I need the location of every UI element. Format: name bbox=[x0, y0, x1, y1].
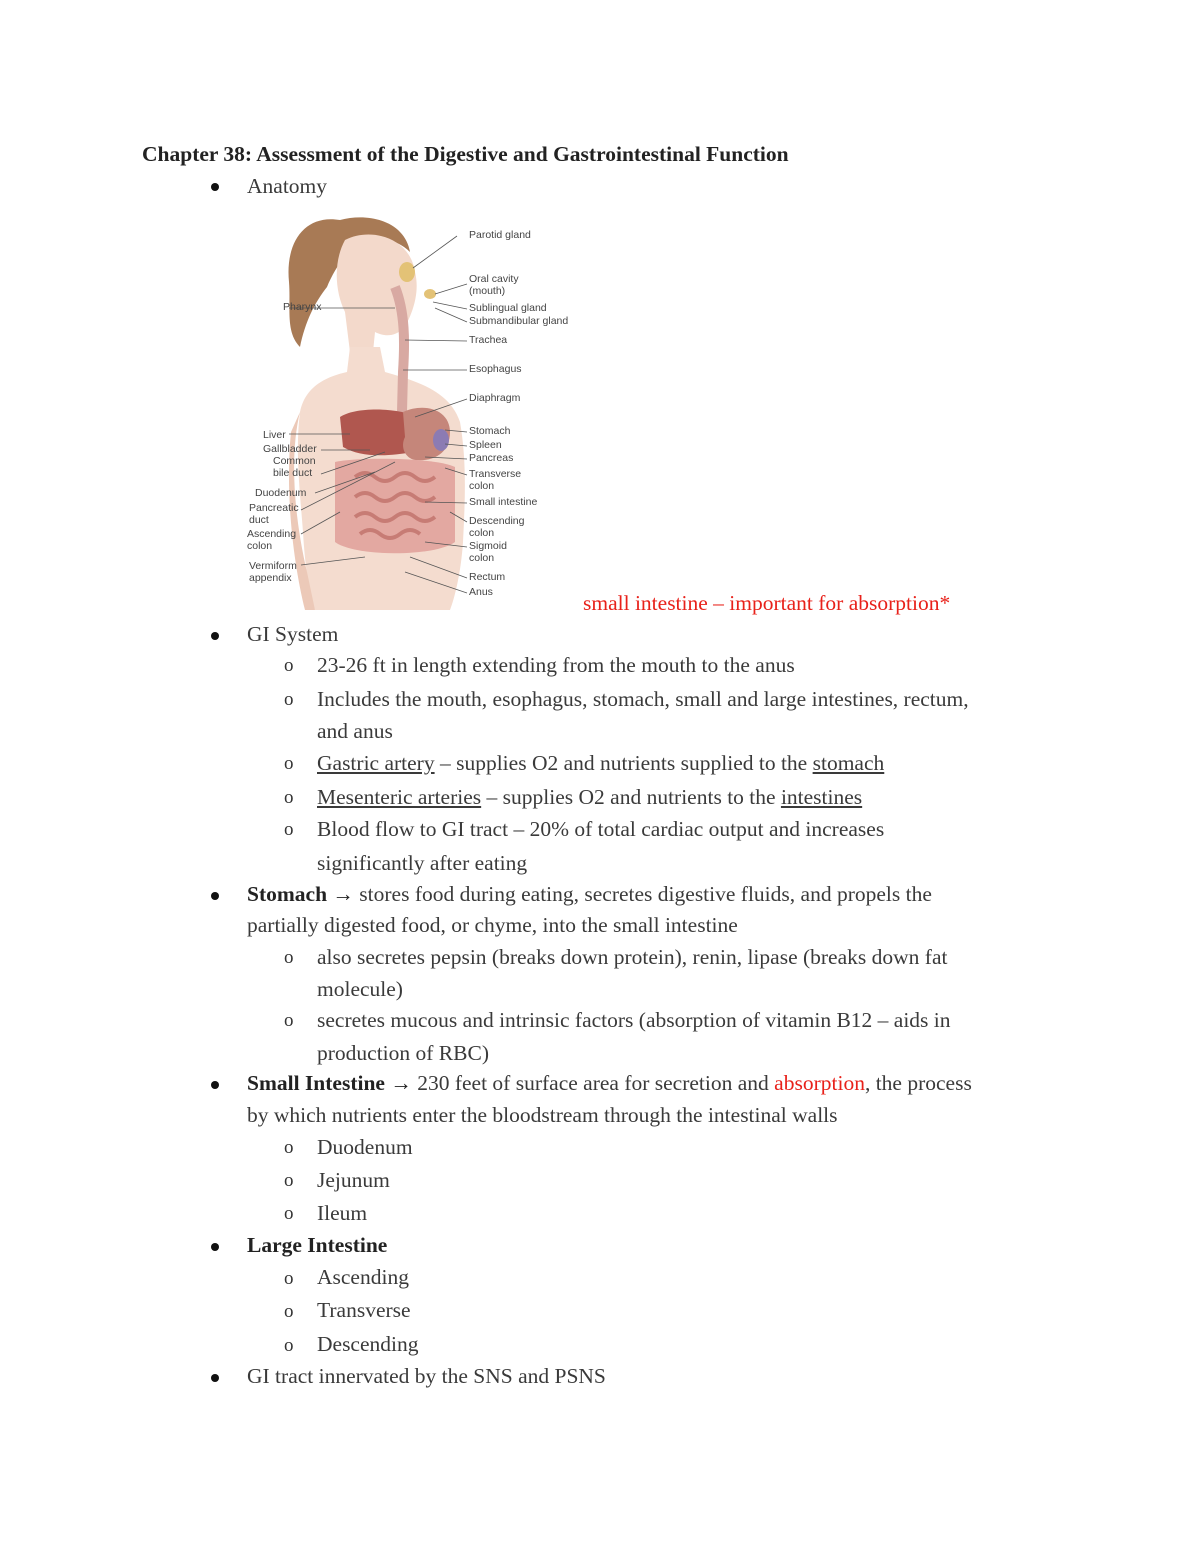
figure-label: Submandibular gland bbox=[469, 315, 569, 327]
sub-bullet: o bbox=[284, 689, 294, 710]
figure-label: bile duct bbox=[273, 467, 313, 479]
absorption-word: absorption bbox=[774, 1071, 865, 1095]
li-part: Transverse bbox=[317, 1298, 411, 1322]
figure-label: Stomach bbox=[469, 425, 511, 437]
large-intestine-line bbox=[247, 1233, 387, 1258]
figure-label: Rectum bbox=[469, 571, 506, 583]
bullet bbox=[211, 632, 219, 640]
figure-label: Pancreatic bbox=[249, 502, 299, 514]
sub-bullet: o bbox=[284, 1203, 294, 1224]
figure-label: Diaphragm bbox=[469, 392, 521, 404]
figure-label: Liver bbox=[263, 429, 286, 441]
absorption-note: small intestine – important for absorption* bbox=[583, 591, 951, 615]
pepsin-cont: molecule) bbox=[317, 977, 403, 1001]
li-part: Ascending bbox=[317, 1265, 409, 1289]
figure-label: Duodenum bbox=[255, 487, 307, 499]
sub-bullet: o bbox=[284, 787, 294, 808]
digestive-system-figure bbox=[245, 212, 590, 610]
bullet bbox=[211, 1081, 219, 1089]
figure-label: (mouth) bbox=[469, 285, 506, 297]
bullet bbox=[211, 1374, 219, 1382]
figure-label: colon bbox=[469, 527, 495, 539]
stomach-heading: Stomach bbox=[247, 882, 328, 906]
figure-label: Spleen bbox=[469, 439, 502, 451]
small-intestine-line bbox=[247, 1071, 972, 1096]
figure-label: colon bbox=[469, 552, 495, 564]
figure-label: Transverse bbox=[469, 468, 522, 480]
sub-bullet: o bbox=[284, 819, 294, 840]
figure-label: Descending bbox=[469, 515, 525, 527]
figure-label: Anus bbox=[469, 586, 493, 598]
si-desc: 230 feet of surface area for secretion and bbox=[411, 1071, 775, 1095]
figure-label: Common bbox=[273, 455, 316, 467]
sub-bullet: o bbox=[284, 1268, 294, 1289]
sub-bullet: o bbox=[284, 1137, 294, 1158]
gi-includes: Includes the mouth, esophagus, stomach, small and large intestines, rectum, bbox=[317, 687, 969, 711]
mesenteric-desc: – supplies O2 and nutrients to the bbox=[481, 785, 781, 809]
figure-label: Pancreas bbox=[469, 452, 514, 464]
si-part: Duodenum bbox=[317, 1135, 413, 1159]
sub-bullet: o bbox=[284, 947, 294, 968]
figure-label: colon bbox=[247, 540, 273, 552]
sub-bullet: o bbox=[284, 1170, 294, 1191]
figure-label: Ascending bbox=[247, 528, 297, 540]
gastric-artery-term: Gastric artery bbox=[317, 751, 435, 775]
stomach-line bbox=[247, 882, 932, 907]
anatomy-heading: Anatomy bbox=[247, 174, 328, 198]
arrow-icon: → bbox=[332, 882, 354, 906]
figure-label: Small intestine bbox=[469, 496, 538, 508]
sub-bullet: o bbox=[284, 753, 294, 774]
figure-label: appendix bbox=[249, 572, 292, 584]
small-intestine-heading: Small Intestine bbox=[247, 1071, 385, 1095]
bullet bbox=[211, 892, 219, 900]
figure-label: duct bbox=[249, 514, 269, 526]
blood-flow-cont: significantly after eating bbox=[317, 851, 528, 875]
stomach-term: stomach bbox=[812, 751, 885, 775]
figure-label: Parotid gland bbox=[469, 229, 531, 241]
gastric-artery-desc: – supplies O2 and nutrients supplied to the bbox=[434, 751, 813, 775]
figure-label: Sigmoid bbox=[469, 540, 507, 552]
figure-label: colon bbox=[469, 480, 495, 492]
figure-label: Gallbladder bbox=[263, 443, 317, 455]
gi-length: 23-26 ft in length extending from the mouth to the anus bbox=[317, 653, 795, 677]
innervation: GI tract innervated by the SNS and PSNS bbox=[247, 1364, 606, 1388]
si-desc-cont: by which nutrients enter the bloodstream through the intestinal walls bbox=[247, 1103, 838, 1127]
figure-label: Pharynx bbox=[283, 301, 322, 313]
sub-bullet: o bbox=[284, 1010, 294, 1031]
bullet bbox=[211, 183, 219, 191]
si-part: Ileum bbox=[317, 1201, 368, 1225]
stomach-desc: stores food during eating, secretes digestive fluids, and propels the bbox=[353, 882, 932, 906]
sub-bullet: o bbox=[284, 655, 294, 676]
si-part: Jejunum bbox=[317, 1168, 390, 1192]
pepsin: also secretes pepsin (breaks down protein), renin, lipase (breaks down fat bbox=[317, 945, 948, 969]
sub-bullet: o bbox=[284, 1335, 294, 1356]
sub-bullet: o bbox=[284, 1301, 294, 1322]
figure-label: Sublingual gland bbox=[469, 302, 547, 314]
li-part: Descending bbox=[317, 1332, 419, 1356]
gi-system-heading: GI System bbox=[247, 622, 339, 646]
si-desc-end: , the process bbox=[864, 1071, 972, 1095]
figure-label: Trachea bbox=[469, 334, 508, 346]
arrow-icon: → bbox=[390, 1071, 412, 1095]
bullet bbox=[211, 1243, 219, 1251]
chapter-title: Chapter 38: Assessment of the Digestive and Gastrointestinal Function bbox=[142, 142, 789, 166]
intestines-term: intestines bbox=[780, 785, 863, 809]
gastric-artery-line bbox=[317, 751, 884, 776]
figure-label: Vermiform bbox=[249, 560, 297, 572]
body-illustration bbox=[288, 217, 464, 610]
blood-flow: Blood flow to GI tract – 20% of total cardiac output and increases bbox=[317, 817, 885, 841]
figure-label: Oral cavity bbox=[469, 273, 519, 285]
intrinsic-cont: production of RBC) bbox=[317, 1041, 489, 1065]
stomach-desc-cont: partially digested food, or chyme, into the small intestine bbox=[247, 913, 738, 937]
figure-label: Esophagus bbox=[469, 363, 522, 375]
intrinsic: secretes mucous and intrinsic factors (absorption of vitamin B12 – aids in bbox=[317, 1008, 951, 1032]
mesenteric-line bbox=[317, 785, 862, 810]
gi-includes-cont: and anus bbox=[317, 719, 393, 743]
mesenteric-term: Mesenteric arteries bbox=[317, 785, 482, 809]
large-intestine-heading: Large Intestine bbox=[247, 1233, 388, 1257]
